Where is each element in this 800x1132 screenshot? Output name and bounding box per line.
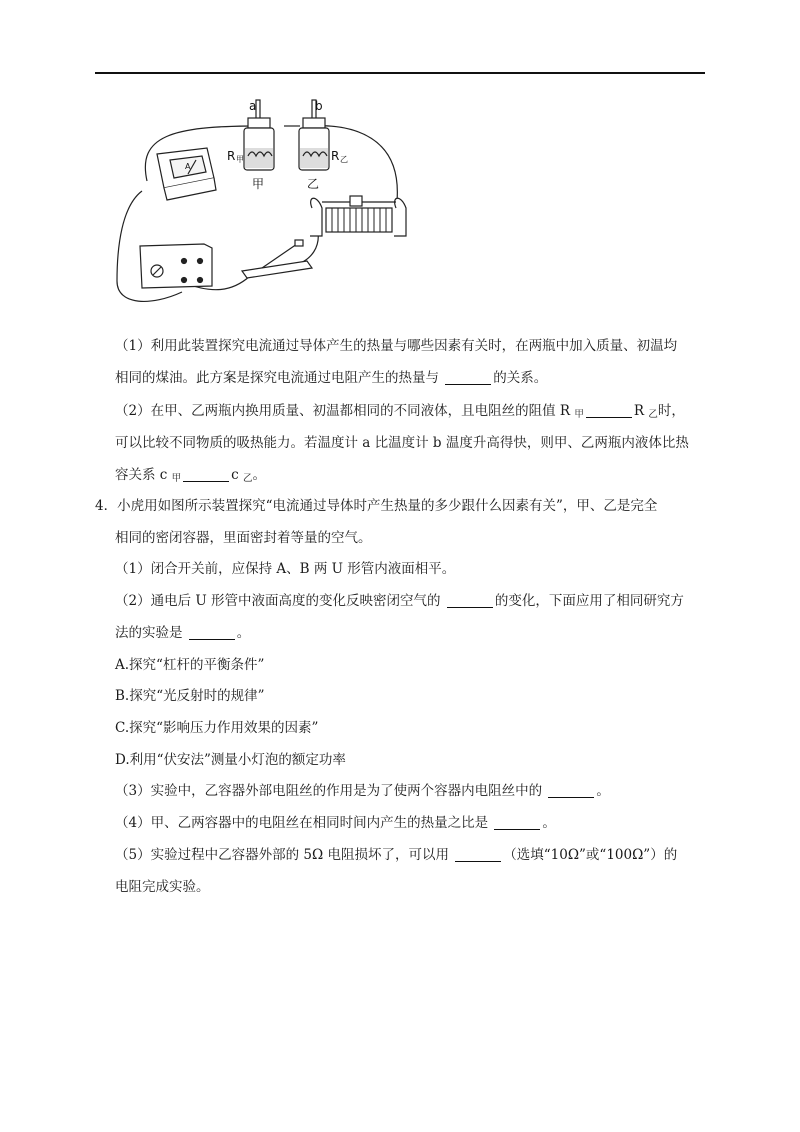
q4-part2-text-a: （2）通电后 U 形管中液面高度的变化反映密闭空气的 (115, 593, 445, 609)
jar-yi (299, 118, 329, 170)
q4-part2-text-b: 的变化，下面应用了相同研究方 (494, 593, 684, 609)
q4-part4 (115, 813, 556, 833)
jar-jia (244, 118, 274, 170)
q3-part2-r2: R (633, 403, 649, 419)
q4-part2-blank1 (447, 593, 493, 608)
q4-option-d: D.利用“伏安法”测量小灯泡的额定功率 (115, 752, 346, 768)
q4-part5-blank (455, 847, 501, 862)
q3-part2-line3-sub-jia: 甲 (171, 473, 182, 484)
label-r-left: R (227, 149, 236, 163)
q4-stem-line1: 4．小虎用如图所示装置探究“电流通过导体时产生热量的多少跟什么因素有关”，甲、乙是完全 (95, 498, 658, 514)
q3-part2-line3-sub-yi: 乙 (243, 473, 253, 484)
q3-part2-blank2 (183, 467, 229, 482)
q4-part2-line2-a: 法的实验是 (115, 625, 187, 641)
q4-part2-blank2 (189, 625, 235, 640)
q4-part5-text-a: （5）实验过程中乙容器外部的 5Ω 电阻损坏了，可以用 (115, 847, 454, 863)
q4-part3-blank (548, 783, 594, 798)
q4-part5-line1 (115, 845, 677, 865)
q3-part2-line1 (115, 401, 685, 425)
label-r-right-sub: 乙 (340, 155, 348, 164)
q3-part2-text-b: 时， (657, 403, 685, 419)
label-jar-yi: 乙 (307, 177, 320, 191)
q3-part2-sub-jia: 甲 (574, 409, 584, 420)
q4-part5-text-b: （选填“10Ω”或“100Ω”）的 (503, 847, 678, 863)
rheostat (310, 196, 406, 236)
label-r-right: R (331, 149, 340, 163)
q3-part1-line1: （1）利用此装置探究电流通过导体产生的热量与哪些因素有关时，在两瓶中加入质量、初温均 (115, 338, 678, 354)
ammeter-letter: A (185, 162, 191, 171)
q4-stem-line2: 相同的密闭容器，里面密封着等量的空气。 (115, 530, 372, 546)
label-b: b (315, 99, 323, 113)
q3-part2-line3-b: 。 (252, 467, 267, 483)
knife-switch (242, 240, 312, 278)
q4-part4-text-a: （4）甲、乙两容器中的电阻丝在相同时间内产生的热量之比是 (115, 815, 493, 831)
q4-option-a: A.探究“杠杆的平衡条件” (115, 657, 265, 673)
power-supply (140, 244, 212, 288)
q4-part2-line2 (115, 623, 250, 643)
q3-part2-text-a: （2）在甲、乙两瓶内换用质量、初温都相同的不同液体，且电阻丝的阻值 R (115, 403, 575, 419)
q4-part1: （1）闭合开关前，应保持 A、B 两 U 形管内液面相平。 (115, 561, 456, 577)
q4-part2-line2-b: 。 (236, 625, 251, 641)
q3-part2-line3-c2: c (231, 467, 244, 483)
q4-part4-text-b: 。 (542, 815, 556, 831)
q4-option-b: B.探究“光反射时的规律” (115, 688, 265, 704)
label-a: a (249, 99, 257, 113)
ammeter (157, 148, 216, 200)
q4-part3 (115, 781, 610, 801)
q3-part1-line2 (115, 368, 547, 388)
q3-part2-line2: 可以比较不同物质的吸热能力。若温度计 a 比温度计 b 温度升高得快，则甲、乙两瓶内液体比热 (115, 435, 689, 451)
q3-part2-line3-a: 容关系 c (115, 467, 172, 483)
q3-part1-blank (445, 370, 491, 385)
q3-part2-sub-yi: 乙 (648, 409, 658, 420)
q3-part2-line3 (115, 465, 266, 489)
header-rule (95, 72, 705, 74)
q4-part3-text-b: 。 (596, 783, 610, 799)
q3-part1-text-b: 的关系。 (493, 370, 548, 386)
q3-part1-text-a: 相同的煤油。此方案是探究电流通过电阻产生的热量与 (115, 370, 444, 386)
q4-part5-line2: 电阻完成实验。 (115, 879, 210, 895)
label-r-left-sub: 甲 (236, 155, 244, 164)
q4-part3-text-a: （3）实验中，乙容器外部电阻丝的作用是为了使两个容器内电阻丝中的 (115, 783, 547, 799)
label-jar-jia: 甲 (252, 177, 265, 191)
q3-part2-blank1 (586, 403, 632, 418)
q4-part4-blank (494, 815, 540, 830)
circuit-figure (112, 96, 422, 312)
q4-part2-line1 (115, 591, 684, 611)
q4-option-c: C.探究“影响压力作用效果的因素” (115, 720, 319, 736)
